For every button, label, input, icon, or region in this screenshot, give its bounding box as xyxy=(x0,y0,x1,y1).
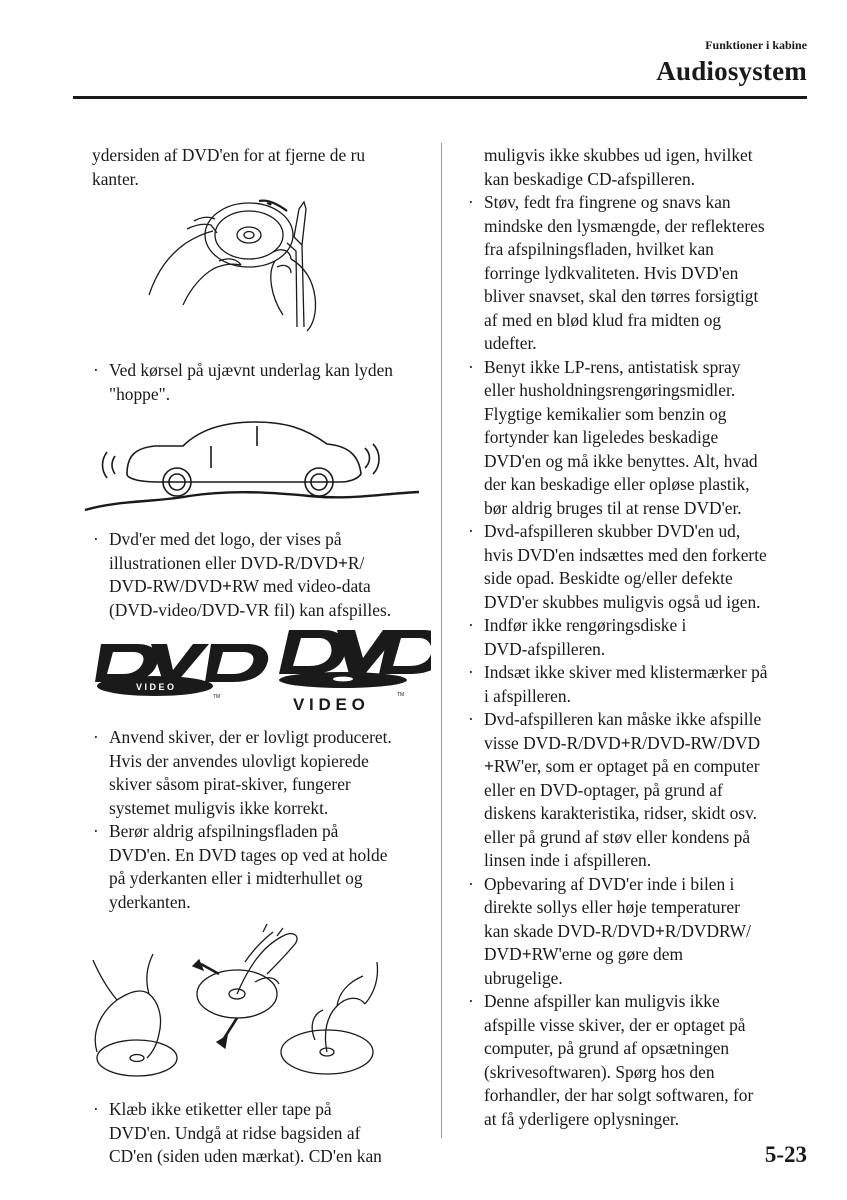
bullet-line: i afspilleren. xyxy=(484,685,571,706)
bullet-line: Dvd-afspilleren kan måske ikke afspille xyxy=(484,709,762,729)
bullet-line: eller husholdningsrengøringsmidler. xyxy=(484,380,736,400)
disc-handling-illustration xyxy=(87,922,427,1092)
disc-edge-cleaning-illustration xyxy=(91,197,431,337)
bullet-line: mindske den lysmængde, der reflekteres xyxy=(484,215,765,236)
bullet-item: · Benyt ikke LP-rens, antistatisk spray eller husholdningsrengøringsmidler. Flygtige kemikalier som benzin og fortynder kan ligeledes beskadige DVD'en og må ikke benyttes. Alt, hvad der kan beskadige eller opløse plastik, bør aldrig bruges til at rense DVD'er. xyxy=(466,356,811,521)
bullet-dvd-logo: · Dvd'er med det logo, der vises på illustrationen eller DVD-R/DVD+R/ DVD-RW/DVD+RW med video-data (DVD-video/DVD-VR fil) kan afspilles. xyxy=(93,529,392,620)
header-rule xyxy=(73,96,807,99)
bullet-line: diskens karakteristika, ridser, skidt osv. xyxy=(484,803,757,823)
bullet-item: · Indfør ikke rengøringsdiske i DVD-afspilleren. xyxy=(466,614,811,661)
bullet-handling: · Berør aldrig afspilningsfladen på DVD'en. En DVD tages op ved at holde på yderkanten eller i midterhullet og yderkanten. xyxy=(93,821,388,912)
bullet-line: fra afspilningsfladen, hvilket kan xyxy=(484,239,714,259)
bullet-line: DVD'er skubbes muligvis også ud igen. xyxy=(484,591,761,612)
bullet-line: at få yderligere oplysninger. xyxy=(484,1108,680,1129)
dvd-video-logos xyxy=(91,630,431,720)
bullet-line: visse DVD-R/DVD+R/DVD-RW/DVD xyxy=(484,732,761,753)
bullet-item: · Dvd-afspilleren kan måske ikke afspille visse DVD-R/DVD+R/DVD-RW/DVD +RW'er, som er optaget på en computer eller en DVD-optager, på grund af diskens karakteristika, ridser, skidt osv. eller på grund af støv eller kondens på linsen inde i afspilleren. xyxy=(466,708,811,873)
bullet-labels-tape: · Klæb ikke etiketter eller tape på DVD'en. Undgå at ridse bagsiden af CD'en (siden uden mærkat). CD'en kan xyxy=(93,1099,382,1166)
svg-text:TM: TM xyxy=(397,692,405,698)
bullet-line: side opad. Beskidte og/eller defekte xyxy=(484,568,733,588)
bullet-item: · Denne afspiller kan muligvis ikke afspille visse skiver, der er optaget på computer, på grund af opsætningen (skrivesoftwaren). Spørg hos den forhandler, der har solgt softwaren, for at få yderligere oplysninger. xyxy=(466,990,811,1131)
bullet-line: Benyt ikke LP-rens, antistatisk spray xyxy=(484,356,741,377)
bullet-line: af med en blød klud fra midten og xyxy=(484,309,722,330)
bullet-line: afspille visse skiver, der er optaget på xyxy=(484,1014,746,1035)
bullet-line: bør aldrig bruges til at rense DVD'er. xyxy=(484,497,742,518)
bullet-line: Dvd-afspilleren skubber DVD'en ud, xyxy=(484,521,741,541)
bullet-line: Indfør ikke rengøringsdiske i xyxy=(484,615,687,635)
bullet-line: ubrugelige. xyxy=(484,967,563,988)
bullet-legal-discs: · Anvend skiver, der er lovligt produceret. Hvis der anvendes ulovligt kopierede skiver såsom pirat-skiver, fungerer systemet muligvis ikke korrekt. xyxy=(93,727,392,818)
right-column xyxy=(466,144,811,1131)
right-bullet-list xyxy=(466,191,811,1131)
svg-text:V I D E O: V I D E O xyxy=(135,682,175,692)
dvd-logo-small xyxy=(95,644,268,700)
bullet-line: DVD-afspilleren. xyxy=(484,638,606,659)
car-on-bumpy-road-illustration xyxy=(79,412,419,512)
bullet-item: · Indsæt ikke skiver med klistermærker på i afspilleren. xyxy=(466,661,811,708)
left-column xyxy=(91,144,431,1169)
section-label: Funktioner i kabine xyxy=(705,38,807,52)
bullet-uneven-road: · Ved kørsel på ujævnt underlag kan lyden "hoppe". xyxy=(93,360,393,404)
bullet-line: Flygtige kemikalier som benzin og xyxy=(484,403,727,424)
bullet-line: forhandler, der har solgt softwaren, for xyxy=(484,1085,754,1105)
bullet-line: kan skade DVD-R/DVD+R/DVDRW/ xyxy=(484,920,751,941)
bullet-line: +RW'er, som er optaget på en computer xyxy=(484,756,760,776)
bullet-line: Opbevaring af DVD'er inde i bilen i xyxy=(484,873,735,894)
intro-text: ydersiden af DVD'en for at fjerne de ru kanter. xyxy=(92,145,366,189)
bullet-line: Denne afspiller kan muligvis ikke xyxy=(484,991,720,1011)
page-number: 5-23 xyxy=(764,1142,807,1167)
bullet-line: direkte sollys eller høje temperaturer xyxy=(484,897,740,917)
bullet-line: eller en DVD-optager, på grund af xyxy=(484,779,723,800)
bullet-line: der kan beskadige eller opløse plastik, xyxy=(484,474,750,494)
bullet-line: (skrivesoftwaren). Spørg hos den xyxy=(484,1061,715,1082)
continued-text: muligvis ikke skubbes ud igen, hvilket kan beskadige CD-afspilleren. xyxy=(484,145,753,189)
bullet-line: udefter. xyxy=(484,333,537,353)
bullet-line: forringe lydkvaliteten. Hvis DVD'en xyxy=(484,262,739,283)
bullet-line: hvis DVD'en indsættes med den forkerte xyxy=(484,544,767,565)
page-title: Audiosystem xyxy=(656,56,807,86)
bullet-line: Støv, fedt fra fingrene og snavs kan xyxy=(484,192,731,212)
column-divider xyxy=(441,143,442,1138)
bullet-line: computer, på grund af opsætningen xyxy=(484,1038,730,1058)
bullet-item: · Opbevaring af DVD'er inde i bilen i direkte sollys eller høje temperaturer kan skade DVD-R/DVD+R/DVDRW/ DVD+RW'erne og gøre dem ubrugelige. xyxy=(466,873,811,991)
svg-text:TM: TM xyxy=(213,694,221,700)
bullet-item: · Dvd-afspilleren skubber DVD'en ud, hvis DVD'en indsættes med den forkerte side opad. Beskidte og/eller defekte DVD'er skubbes muligvis også ud igen. xyxy=(466,520,811,614)
dvd-logo-large xyxy=(279,630,431,714)
bullet-line: linsen inde i afspilleren. xyxy=(484,850,652,870)
bullet-line: fortynder kan ligeledes beskadige xyxy=(484,427,719,447)
bullet-line: DVD'en og må ikke benyttes. Alt, hvad xyxy=(484,450,758,471)
bullet-line: eller på grund af støv eller kondens på xyxy=(484,826,751,847)
bullet-line: bliver snavset, skal den tørres forsigtigt xyxy=(484,286,759,306)
bullet-item: · Støv, fedt fra fingrene og snavs kan mindske den lysmængde, der reflekteres fra afspilningsfladen, hvilket kan forringe lydkvaliteten. Hvis DVD'en bliver snavset, skal den tørres forsigtigt af med en blød klud fra midten og udefter. xyxy=(466,191,811,356)
svg-text:V I D E O: V I D E O xyxy=(293,695,365,714)
bullet-line: DVD+RW'erne og gøre dem xyxy=(484,944,683,964)
bullet-line: Indsæt ikke skiver med klistermærker på xyxy=(484,662,768,682)
